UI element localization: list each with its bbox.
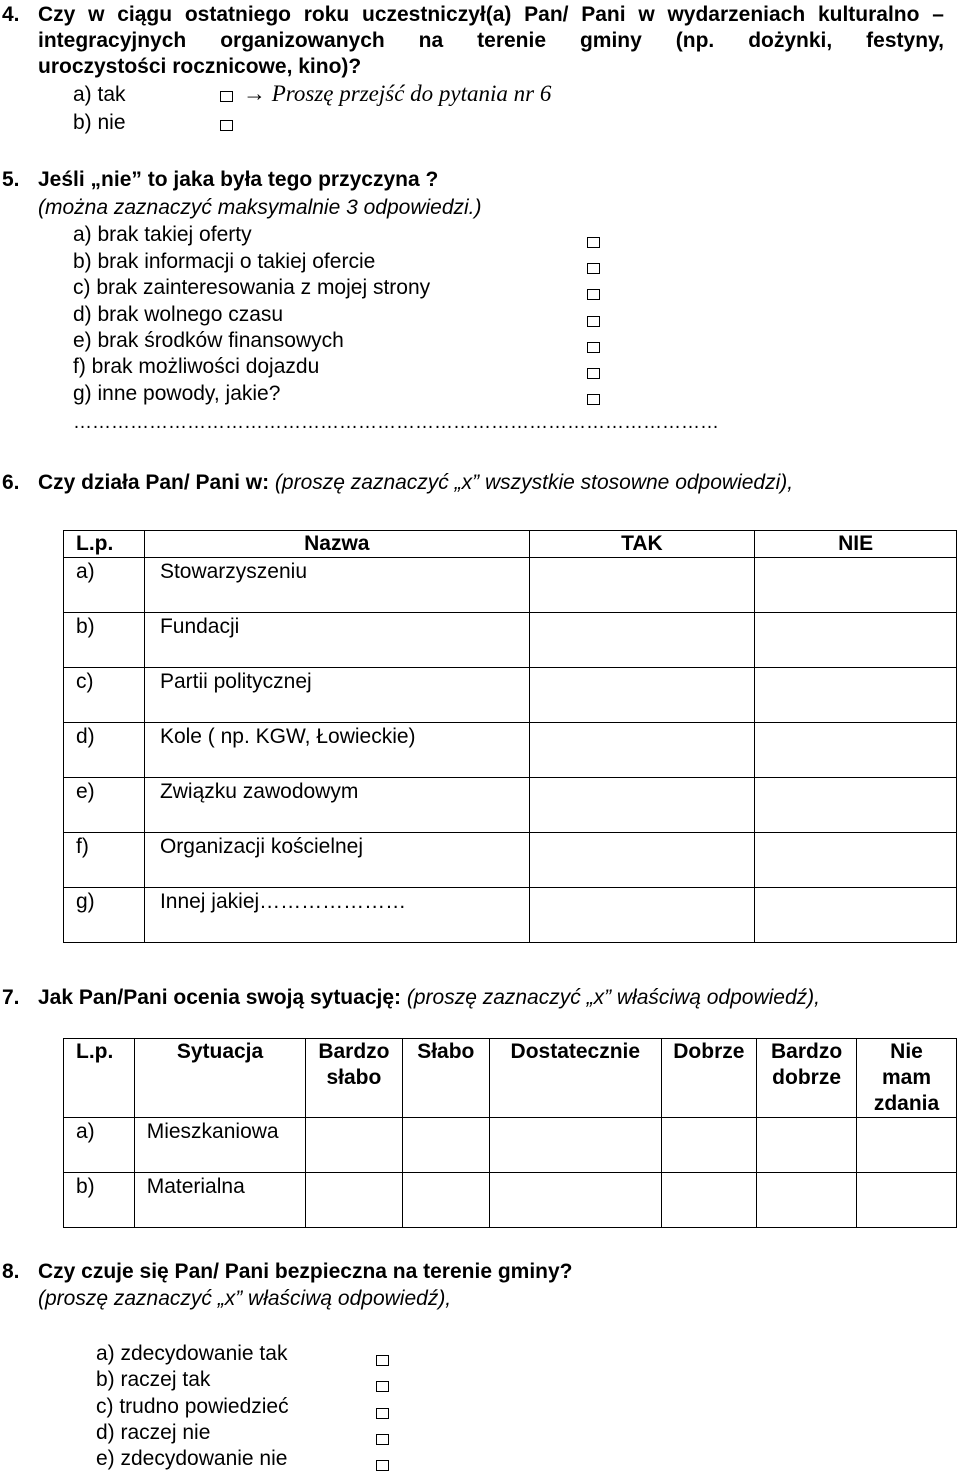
table-row xyxy=(64,1173,957,1228)
q4-word: roku xyxy=(303,3,350,26)
q7-table-header xyxy=(64,1039,957,1118)
q4-word: uczestniczył(a) xyxy=(362,3,512,26)
q6-number: 6. xyxy=(2,471,20,494)
row-lp: f) xyxy=(64,833,145,888)
q6-header-nie: NIE xyxy=(755,531,957,558)
rating-cell[interactable] xyxy=(402,1173,490,1228)
row-lp: c) xyxy=(64,668,145,723)
q8-option-a: a) zdecydowanie tak xyxy=(96,1342,288,1365)
q5-option-g-checkbox[interactable] xyxy=(587,394,600,405)
q5-answer-dots[interactable]: ………………………………………………………………………………………… xyxy=(73,412,719,433)
rating-cell[interactable] xyxy=(490,1118,661,1173)
q5-option-c: c) brak zainteresowania z mojej strony xyxy=(73,276,431,299)
table-row xyxy=(64,723,957,778)
table-row xyxy=(64,833,957,888)
q4-word: integracyjnych xyxy=(38,29,187,52)
table-row xyxy=(64,668,957,723)
rating-cell[interactable] xyxy=(306,1173,402,1228)
q5-number: 5. xyxy=(2,168,20,191)
rating-cell[interactable] xyxy=(402,1118,490,1173)
q4-word: festyny, xyxy=(866,29,944,52)
q4-word: w xyxy=(88,3,105,26)
q4-option-a-checkbox[interactable] xyxy=(220,91,233,102)
q4-word: ciągu xyxy=(117,3,173,26)
table-row xyxy=(64,888,957,943)
q4-line1 xyxy=(38,2,944,28)
q7-header-situation: Sytuacja xyxy=(134,1039,306,1118)
row-lp: e) xyxy=(64,778,145,833)
row-name: Partii politycznej xyxy=(144,668,529,723)
q7-header-sufficient: Dostatecznie xyxy=(490,1039,661,1118)
rating-cell[interactable] xyxy=(661,1173,757,1228)
q5-option-f: f) brak możliwości dojazdu xyxy=(73,355,320,378)
q7-header-very-weak: Bardzo słabo xyxy=(306,1039,402,1118)
q4-word: Pan/ xyxy=(524,3,569,26)
rating-cell[interactable] xyxy=(757,1173,857,1228)
q8-option-e: e) zdecydowanie nie xyxy=(96,1447,288,1470)
q8-option-b-checkbox[interactable] xyxy=(376,1381,389,1392)
q5-option-e-checkbox[interactable] xyxy=(587,342,600,353)
q4-word: kulturalno xyxy=(817,3,920,26)
rating-cell[interactable] xyxy=(757,1118,857,1173)
q5-title: Jeśli „nie” to jaka była tego przyczyna ? xyxy=(38,168,439,191)
row-lp: b) xyxy=(64,1173,135,1228)
nie-cell[interactable] xyxy=(755,833,957,888)
q6-table xyxy=(63,530,957,943)
nie-cell[interactable] xyxy=(755,888,957,943)
q5-option-d-checkbox[interactable] xyxy=(587,316,600,327)
q4-word: – xyxy=(932,3,944,26)
q8-option-d: d) raczej nie xyxy=(96,1421,211,1444)
row-name: Mieszkaniowa xyxy=(134,1118,306,1173)
q5-option-c-checkbox[interactable] xyxy=(587,289,600,300)
q4-word: Pani xyxy=(581,3,626,26)
q6-header-name: Nazwa xyxy=(144,531,529,558)
row-name: Stowarzyszeniu xyxy=(144,558,529,613)
q7-title: Jak Pan/Pani ocenia swoją sytuację: xyxy=(38,986,401,1009)
rating-cell[interactable] xyxy=(490,1173,661,1228)
row-lp: g) xyxy=(64,888,145,943)
tak-cell[interactable] xyxy=(529,833,755,888)
q8-option-c-checkbox[interactable] xyxy=(376,1408,389,1419)
rating-cell[interactable] xyxy=(857,1173,957,1228)
q4-option-a-label: a) tak xyxy=(73,83,126,106)
rating-cell[interactable] xyxy=(306,1118,402,1173)
row-lp: d) xyxy=(64,723,145,778)
tak-cell[interactable] xyxy=(529,888,755,943)
q4-word: ostatniego xyxy=(184,3,291,26)
row-lp: a) xyxy=(64,558,145,613)
q5-option-f-checkbox[interactable] xyxy=(587,368,600,379)
q8-title: Czy czuje się Pan/ Pani bezpieczna na terenie gminy? xyxy=(38,1260,573,1283)
nie-cell[interactable] xyxy=(755,723,957,778)
row-name: Fundacji xyxy=(144,613,529,668)
q6-title: Czy działa Pan/ Pani w: xyxy=(38,471,270,494)
row-name: Materialna xyxy=(134,1173,306,1228)
q7-header-weak: Słabo xyxy=(402,1039,490,1118)
q5-option-d: d) brak wolnego czasu xyxy=(73,303,284,326)
q4-word: Czy xyxy=(38,3,76,26)
row-lp: b) xyxy=(64,613,145,668)
row-name: Innej jakiej………………… xyxy=(144,888,529,943)
table-row xyxy=(64,778,957,833)
q8-option-c: c) trudno powiedzieć xyxy=(96,1395,289,1418)
q7-number: 7. xyxy=(2,986,20,1009)
q5-option-e: e) brak środków finansowych xyxy=(73,329,344,352)
q4-number: 4. xyxy=(2,3,20,26)
nie-cell[interactable] xyxy=(755,668,957,723)
q4-word: terenie xyxy=(477,29,547,52)
q7-hint: (proszę zaznaczyć „x” właściwą odpowiedź), xyxy=(406,986,820,1009)
q7-header-no-opinion: Nie mam zdania xyxy=(857,1039,957,1118)
q7-header-very-good: Bardzo dobrze xyxy=(757,1039,857,1118)
tak-cell[interactable] xyxy=(529,723,755,778)
q6-table-header xyxy=(64,531,957,558)
q6-header-lp: L.p. xyxy=(64,531,145,558)
row-name: Kole ( np. KGW, Łowieckie) xyxy=(144,723,529,778)
q4-word: wydarzeniach xyxy=(667,3,806,26)
table-row xyxy=(64,558,957,613)
tak-cell[interactable] xyxy=(529,558,755,613)
q4-word: (np. xyxy=(675,29,715,52)
nie-cell[interactable] xyxy=(755,613,957,668)
q5-option-b: b) brak informacji o takiej ofercie xyxy=(73,250,376,273)
q4-question xyxy=(38,2,944,80)
q8-option-b: b) raczej tak xyxy=(96,1368,211,1391)
q4-option-a-note: → Proszę przejść do pytania nr 6 xyxy=(243,81,552,106)
q8-option-e-checkbox[interactable] xyxy=(376,1460,389,1471)
q8-option-a-checkbox[interactable] xyxy=(376,1355,389,1366)
q5-option-b-checkbox[interactable] xyxy=(587,263,600,274)
q7-heading xyxy=(38,985,820,1011)
q7-table xyxy=(63,1038,957,1228)
q4-word: w xyxy=(638,3,655,26)
q4-word: na xyxy=(418,29,444,52)
row-name: Związku zawodowym xyxy=(144,778,529,833)
q7-header-lp: L.p. xyxy=(64,1039,135,1118)
rating-cell[interactable] xyxy=(857,1118,957,1173)
q4-option-b-checkbox[interactable] xyxy=(220,120,233,131)
tak-cell[interactable] xyxy=(529,778,755,833)
nie-cell[interactable] xyxy=(755,778,957,833)
q6-heading xyxy=(38,470,793,496)
q5-option-g: g) inne powody, jakie? xyxy=(73,382,281,405)
table-row xyxy=(64,1118,957,1173)
q4-option-b-label: b) nie xyxy=(73,111,126,134)
tak-cell[interactable] xyxy=(529,668,755,723)
row-name: Organizacji kościelnej xyxy=(144,833,529,888)
q6-hint: (proszę zaznaczyć „x” wszystkie stosowne odpowiedzi), xyxy=(274,471,794,494)
q5-subtitle: (można zaznaczyć maksymalnie 3 odpowiedzi.) xyxy=(38,196,482,219)
q6-header-tak: TAK xyxy=(529,531,755,558)
q4-line3: uroczystości rocznicowe, kino)? xyxy=(38,55,362,78)
q4-word: dożynki, xyxy=(748,29,833,52)
q8-hint: (proszę zaznaczyć „x” właściwą odpowiedź), xyxy=(38,1287,452,1310)
rating-cell[interactable] xyxy=(661,1118,757,1173)
q5-option-a-checkbox[interactable] xyxy=(587,237,600,248)
q4-word: organizowanych xyxy=(220,29,385,52)
q4-word: gminy xyxy=(579,29,642,52)
q8-option-d-checkbox[interactable] xyxy=(376,1434,389,1445)
nie-cell[interactable] xyxy=(755,558,957,613)
q5-option-a: a) brak takiej oferty xyxy=(73,223,252,246)
q8-number: 8. xyxy=(2,1260,20,1283)
tak-cell[interactable] xyxy=(529,613,755,668)
q4-line2 xyxy=(38,28,944,54)
table-row xyxy=(64,613,957,668)
row-lp: a) xyxy=(64,1118,135,1173)
q7-header-good: Dobrze xyxy=(661,1039,757,1118)
